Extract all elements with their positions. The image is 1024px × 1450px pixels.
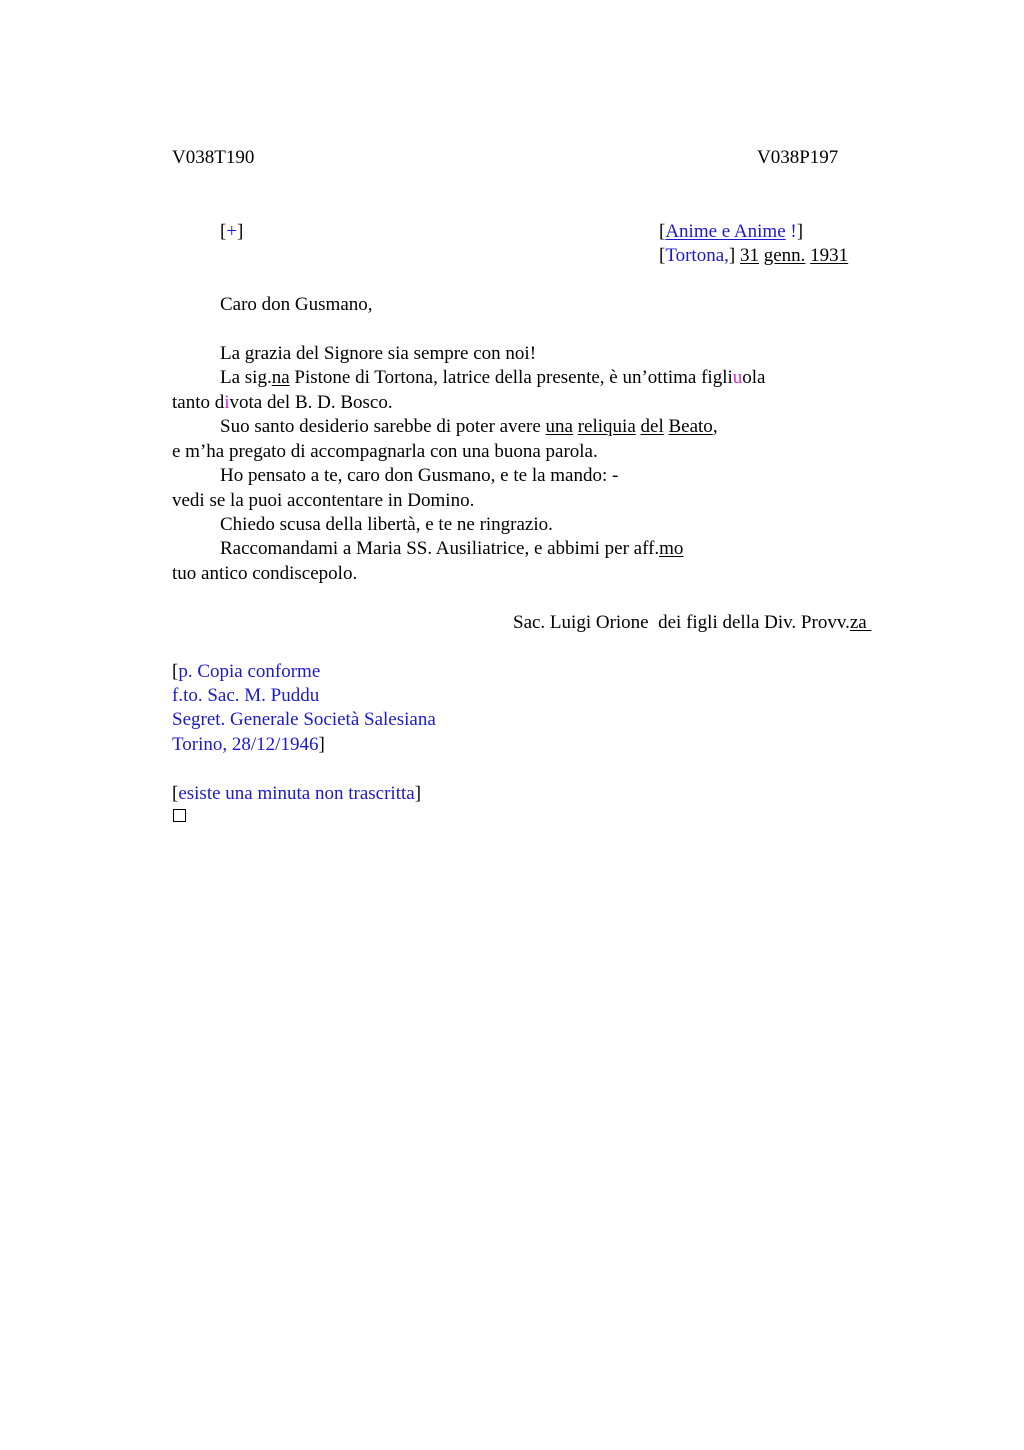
end-square-icon xyxy=(173,809,186,822)
body-line-2-a: La sig. xyxy=(220,367,272,388)
place-date-line: [Tortona,] 31 genn. 1931 xyxy=(659,245,849,266)
body-line-4 xyxy=(220,415,718,439)
abbrev-na: na xyxy=(271,367,290,388)
document-code-left: V038T190 xyxy=(172,147,255,168)
signature xyxy=(513,611,871,635)
date-year: 1931 xyxy=(810,245,849,266)
body-line-2-b: Pistone di Tortona, latrice della presente, è un’ottima figli xyxy=(289,367,733,388)
body-line-4-end: , xyxy=(712,416,718,437)
body-line-1: La grazia del Signore sia sempre con noi! xyxy=(220,343,537,364)
body-line-9-a: Raccomandami a Maria SS. Ausiliatrice, e abbimi per aff. xyxy=(220,538,660,559)
body-line-3-a: tanto d xyxy=(172,392,225,413)
copy-note-text-4: Torino, 28/12/1946 xyxy=(172,734,319,755)
abbrev-mo: mo xyxy=(659,538,684,559)
body-line-3-b: vota del B. D. Bosco. xyxy=(229,392,393,413)
document-code-right: V038P197 xyxy=(757,147,839,168)
corrected-letter-i: i xyxy=(224,392,230,413)
copy-note-text-1: p. Copia conforme xyxy=(178,661,321,682)
copy-note-line-4: Torino, 28/12/1946] xyxy=(172,734,325,755)
copy-note-line-1: [p. Copia conforme xyxy=(172,661,321,682)
copy-note-line-2: f.to. Sac. M. Puddu xyxy=(172,685,320,706)
corrected-letter-u: u xyxy=(732,367,743,388)
salutation: Caro don Gusmano, xyxy=(220,294,373,315)
body-line-2 xyxy=(220,366,766,390)
motto-exclaim: ! xyxy=(790,221,797,242)
place-text: Tortona, xyxy=(665,245,729,266)
underlined-del: del xyxy=(640,416,664,437)
date-month: genn. xyxy=(763,245,806,266)
abbrev-za: za xyxy=(849,612,872,633)
motto-line: [Anime e Anime !] xyxy=(659,221,804,242)
body-line-9 xyxy=(220,537,683,561)
body-line-2-c: ola xyxy=(742,367,766,388)
body-line-6: Ho pensato a te, caro don Gusmano, e te la mando: - xyxy=(220,465,619,486)
signature-text: Sac. Luigi Orione dei figli della Div. Provv. xyxy=(513,612,850,633)
cross-mark: [+] xyxy=(220,221,244,242)
cross-symbol: + xyxy=(226,221,238,242)
body-line-7: vedi se la puoi accontentare in Domino. xyxy=(172,490,475,511)
underlined-reliquia: reliquia xyxy=(577,416,636,437)
underlined-una: una xyxy=(545,416,573,437)
copy-note-line-3: Segret. Generale Società Salesiana xyxy=(172,709,436,730)
minuta-note-text: esiste una minuta non trascritta xyxy=(178,783,415,804)
body-line-4-a: Suo santo desiderio sarebbe di poter avere xyxy=(220,416,546,437)
underlined-beato: Beato xyxy=(668,416,713,437)
body-line-10: tuo antico condiscepolo. xyxy=(172,563,358,584)
body-line-8: Chiedo scusa della libertà, e te ne ringrazio. xyxy=(220,514,553,535)
minuta-note: [esiste una minuta non trascritta] xyxy=(172,783,422,804)
date-day: 31 xyxy=(739,245,759,266)
motto-text: Anime e Anime xyxy=(665,221,786,242)
body-line-5: e m’ha pregato di accompagnarla con una buona parola. xyxy=(172,441,598,462)
body-line-3 xyxy=(172,391,393,415)
